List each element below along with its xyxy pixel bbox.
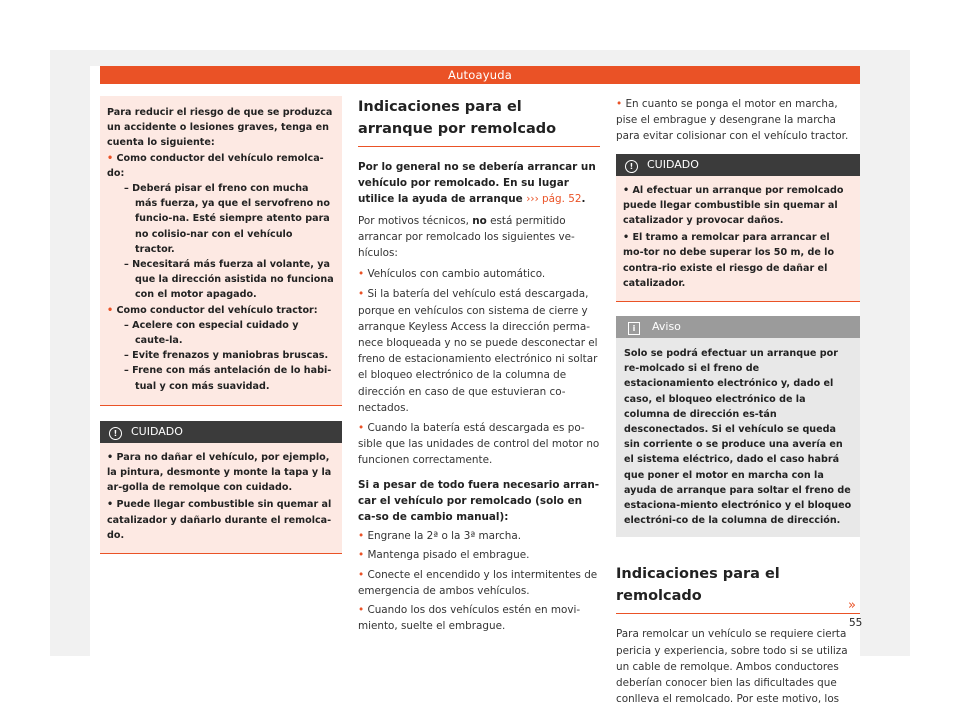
lead-paragraph: Por lo general no se debería arrancar un vehículo por remolcado. En su lugar utilice la ayuda de arranque ››› pág. 52.: [358, 161, 596, 206]
warning-dash-item: – Acelere con especial cuidado y caute-la.: [124, 319, 299, 347]
warning-bullet-towing: • Como conductor del vehículo tractor:: [107, 304, 318, 316]
step-item: • En cuanto se ponga el motor en marcha, pise el embrague y desengrane la marcha para evitar colisionar con el vehículo tractor.: [616, 98, 849, 143]
warning-box: [100, 96, 342, 406]
caution-header: ! CUIDADO: [100, 421, 342, 443]
caution-box: [616, 154, 860, 302]
warning-dash-item: – Necesitará más fuerza al volante, ya que la dirección asistida no funciona con el motor apagado.: [124, 259, 334, 301]
step-item: • Mantenga pisado el embrague.: [358, 549, 530, 562]
paragraph: Por motivos técnicos, no está permitido arrancar por remolcado los siguientes ve-hículos:: [358, 214, 575, 260]
section-header: Autoayuda: [100, 66, 860, 84]
list-item: • Si la batería del vehículo está descargada, porque en vehículos con sistema de cierre y arranque Keyless Access la dirección perma-nece bloqueada y no se puede desconectar el freno de estacionamiento electrónico ni soltar el bloqueo electrónico de la columna de dirección en caso de que estuvieran co-nectados.: [358, 288, 598, 414]
caution-item: • Puede llegar combustible sin quemar al catalizador y dañarlo durante el remolca-do.: [107, 499, 332, 541]
step-item: • Conecte el encendido y los intermitentes de emergencia de ambos vehículos.: [358, 568, 598, 597]
caution-icon: !: [109, 427, 122, 440]
caution-box: [100, 421, 342, 554]
warning-dash-item: – Frene con más antelación de lo habi-tual y con más suavidad.: [124, 365, 332, 392]
section-heading-remolcado: Indicaciones para el remolcado: [616, 563, 860, 614]
subheading: Si a pesar de todo fuera necesario arran-car el vehículo por remolcado (solo en ca-so de cambio manual):: [358, 478, 600, 524]
caution-item: • Al efectuar un arranque por remolcado puede llegar combustible sin quemar al catalizador y provocar daños.: [623, 184, 844, 227]
warning-bullet-towed: • Como conductor del vehículo remolca-do:: [107, 152, 324, 179]
bullet-dot: •: [107, 152, 114, 164]
column-middle: [358, 96, 600, 634]
page-number: 55: [849, 617, 863, 629]
warning-intro: Para reducir el riesgo de que se produzca un accidente o lesiones graves, tenga en cuenta lo siguiente:: [107, 107, 333, 149]
note-header: i Aviso: [616, 316, 860, 338]
list-item: • Cuando la batería está descargada es po-sible que las unidades de control del motor no funcionen correctamente.: [358, 422, 600, 467]
continue-arrow-icon: »: [848, 598, 856, 613]
bullet-dot: •: [107, 304, 114, 316]
paragraph: Para remolcar un vehículo se requiere cierta pericia y experiencia, sobre todo si se utiliza un cable de remolque. Ambos conductores deberían conocer bien las dificultades que conlleva el remolcado. Por este motivo, los: [616, 628, 848, 706]
note-body: Solo se podrá efectuar un arranque por re-molcado si el freno de estacionamiento electrónico y, dado el caso, el bloqueo electrónico de la columna de dirección es-tán desconectados. Si el vehículo se queda sin corriente o se produce una avería en el sistema eléctrico, dado el caso habrá que poner el motor en marcha con la ayuda de arranque para soltar el freno de estaciona-miento electrónico y el bloqueo electróni-co de la columna de dirección.: [624, 348, 852, 527]
page-reference-link[interactable]: ››› pág. 52: [526, 193, 582, 206]
step-item: • Engrane la 2ª o la 3ª marcha.: [358, 530, 522, 543]
warning-dash-item: – Deberá pisar el freno con mucha más fuerza, ya que el servofreno no funcio-na. Esté siempre atento para no colisio-nar con el vehículo tractor.: [124, 183, 330, 255]
warning-dash-item: – Evite frenazos y maniobras bruscas.: [124, 350, 329, 362]
caution-item: • El tramo a remolcar para arrancar el mo-tor no debe superar los 50 m, de lo contra-rio existe el riesgo de dañar el catalizador.: [623, 232, 835, 289]
info-icon: i: [628, 322, 640, 335]
caution-item: • Para no dañar el vehículo, por ejemplo, la pintura, desmonte y monte la tapa y la ar-golla de remolque con cuidado.: [107, 451, 332, 494]
caution-icon: !: [625, 160, 638, 173]
step-item: • Cuando los dos vehículos estén en movi-miento, suelte el embrague.: [358, 604, 581, 633]
list-item: • Vehículos con cambio automático.: [358, 268, 546, 281]
note-box: [616, 316, 860, 537]
caution-header: ! CUIDADO: [616, 154, 860, 176]
column-right: [616, 96, 863, 707]
column-left: [100, 96, 342, 554]
section-heading-arranque: Indicaciones para el arranque por remolcado: [358, 96, 600, 147]
